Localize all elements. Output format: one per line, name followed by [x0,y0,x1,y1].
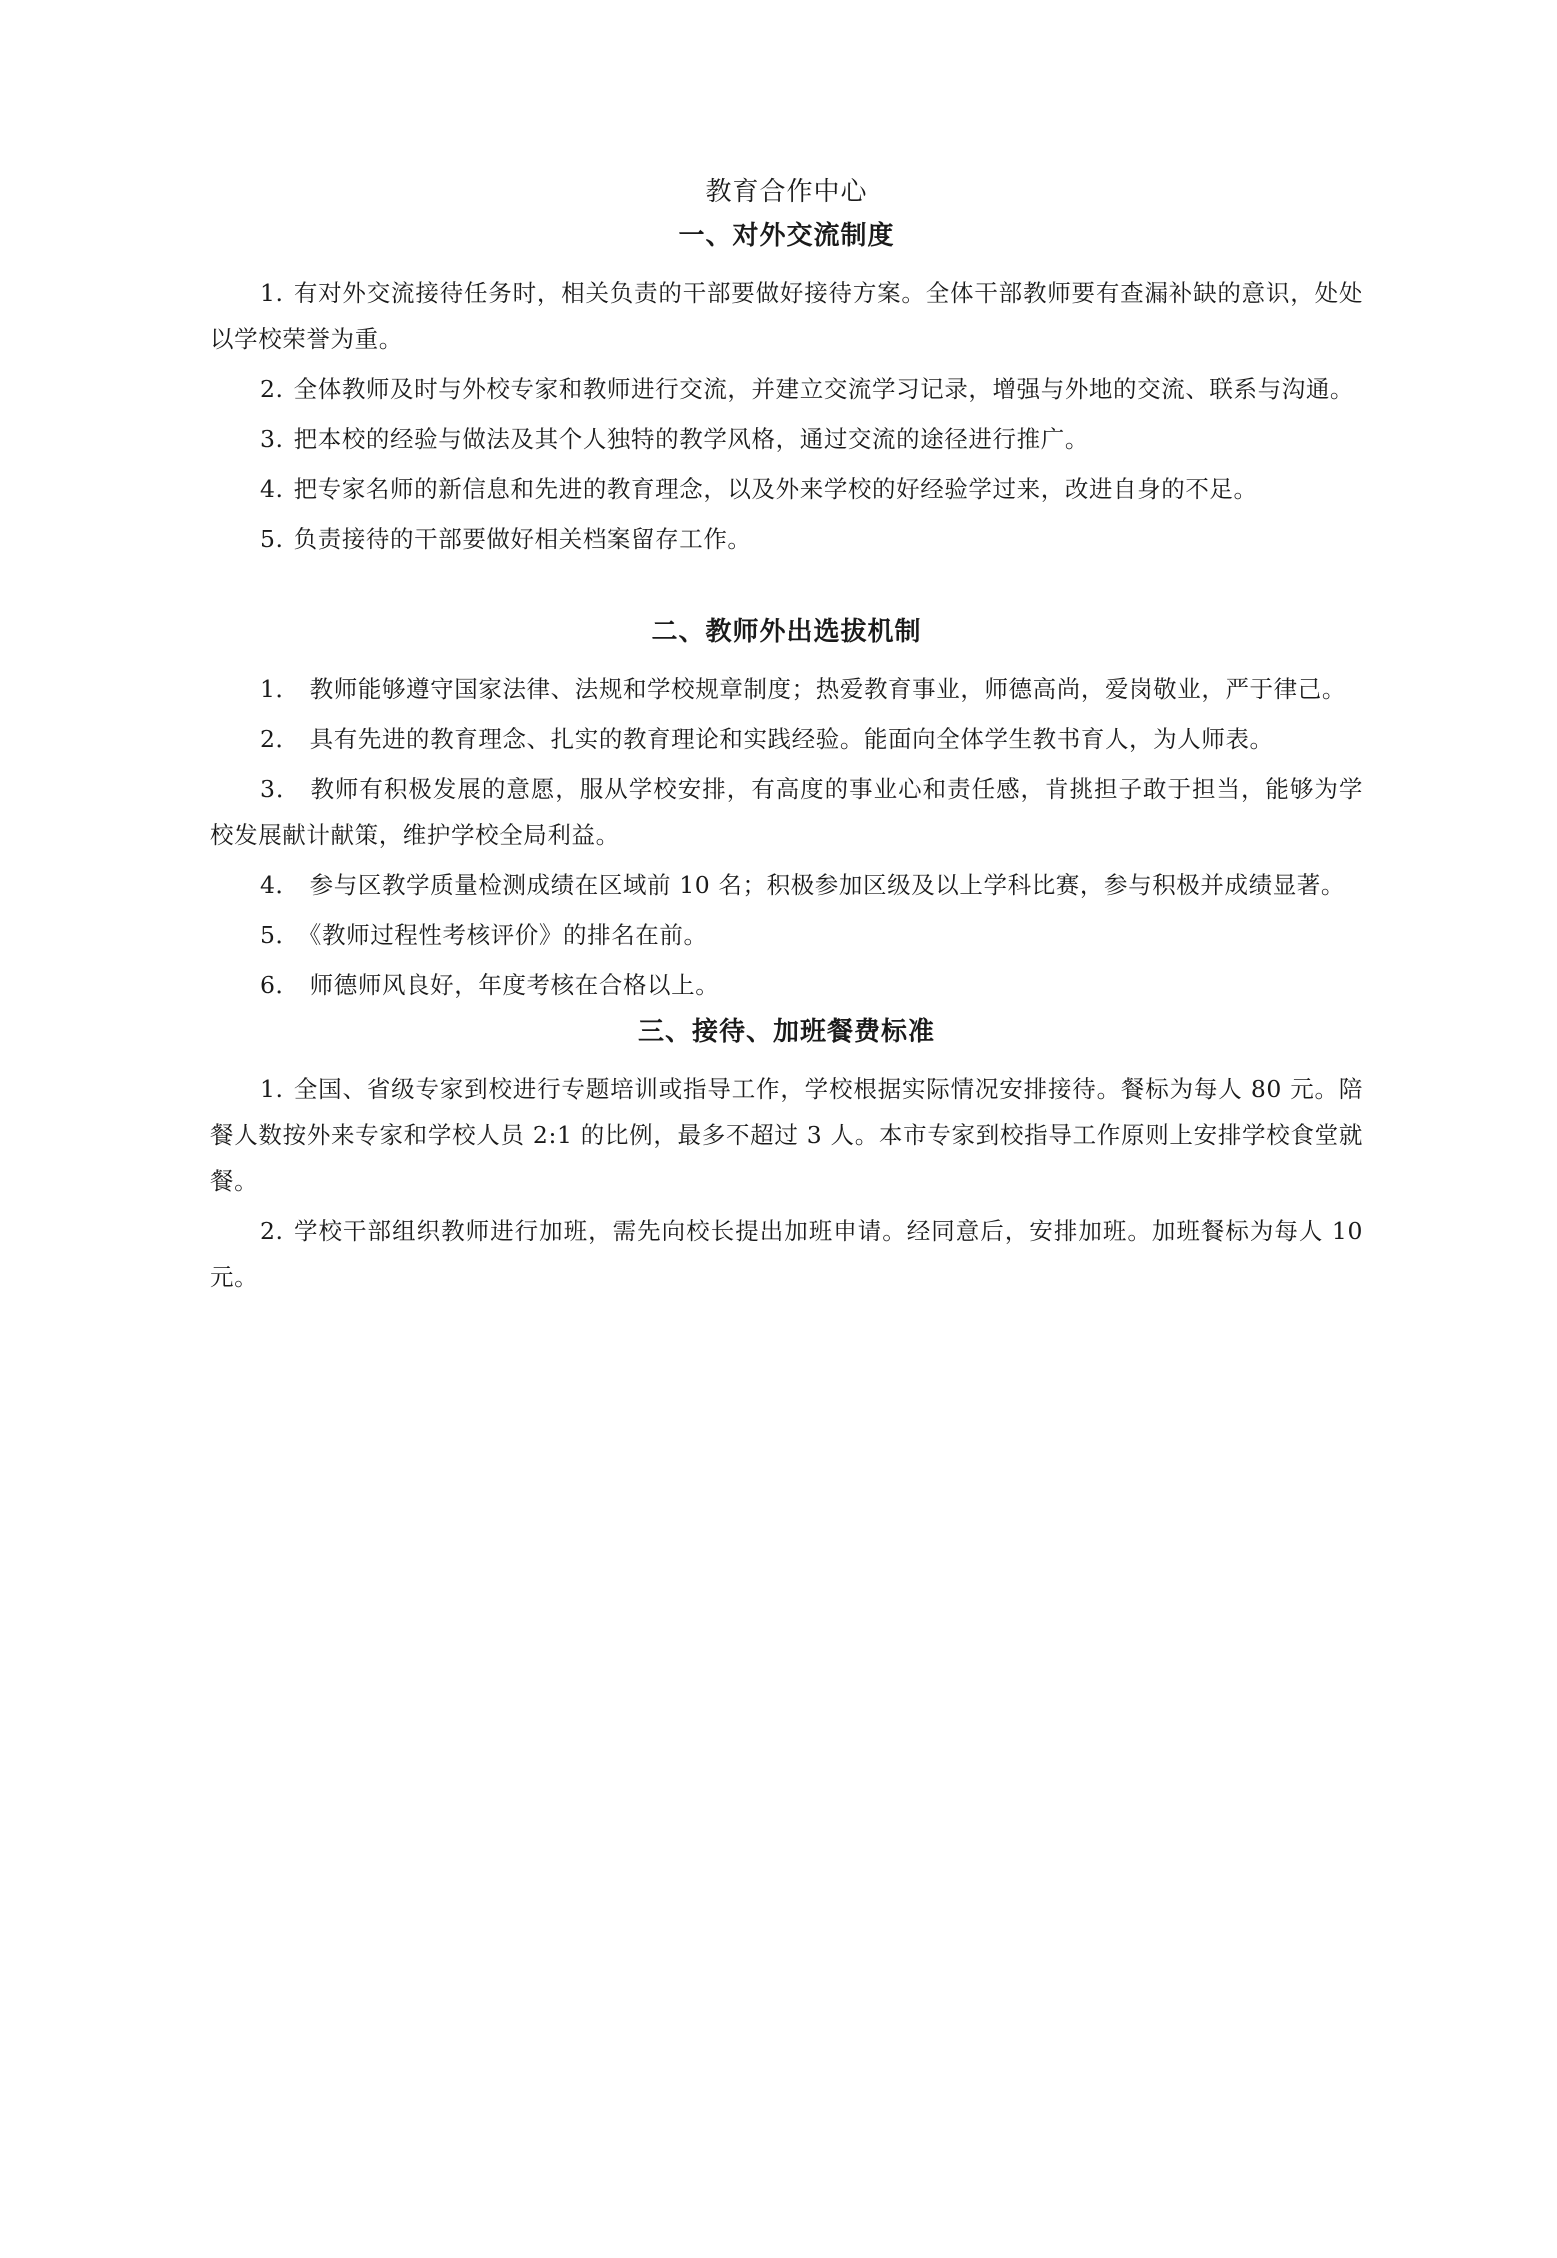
item-text: 《教师过程性考核评价》的排名在前。 [309,921,708,949]
section-heading: 三、接待、加班餐费标准 [637,1017,935,1047]
list-item [210,1208,1363,1300]
item-text: 把本校的经验与做法及其个人独特的教学风格，通过交流的途径进行推广。 [293,425,1089,453]
item-number: 2． [260,725,300,753]
item-text: 教师能够遵守国家法律、法规和学校规章制度；热爱教育事业，师德高尚，爱岗敬业，严于律己。 [309,675,1346,703]
list-item [210,366,1363,412]
list-item [210,962,1363,1008]
item-number: 5. [260,525,284,553]
list-item [210,270,1363,362]
list-item [210,666,1363,712]
section-external-exchange [210,216,1363,562]
item-text: 全体教师及时与外校专家和教师进行交流，并建立交流学习记录，增强与外地的交流、联系与沟通。 [293,375,1355,403]
item-number: 2. [260,1217,284,1245]
list-item [210,912,1363,958]
item-text: 具有先进的教育理念、扎实的教育理论和实践经验。能面向全体学生教书育人，为人师表。 [309,725,1274,753]
list-item [210,416,1363,462]
item-text: 教师有积极发展的意愿，服从学校安排，有高度的事业心和责任感，肯挑担子敢于担当，能够为学校发展献计献策，维护学校全局利益。 [210,775,1363,849]
item-text: 负责接待的干部要做好相关档案留存工作。 [293,525,752,553]
item-text: 参与区教学质量检测成绩在区域前 10 名；积极参加区级及以上学科比赛，参与积极并成绩显著。 [309,871,1345,899]
section-heading: 二、教师外出选拔机制 [651,617,922,647]
section-teacher-selection [210,612,1363,1008]
list-item [210,716,1363,762]
item-number: 6． [260,971,300,999]
document-title: 教育合作中心 [705,177,868,207]
item-text: 师德师风良好，年度考核在合格以上。 [309,971,720,999]
item-text: 全国、省级专家到校进行专题培训或指导工作，学校根据实际情况安排接待。餐标为每人 80 元。陪餐人数按外来专家和学校人员 2:1 的比例，最多不超过 3 人。本市专家到校指导工作原则上安排学校食堂就餐。 [210,1075,1363,1195]
item-number: 2. [260,375,284,403]
item-number: 3． [260,775,301,803]
list-item [210,466,1363,512]
item-number: 4． [260,871,300,899]
item-number: 4. [260,475,284,503]
item-number: 1． [260,675,300,703]
list-item [210,862,1363,908]
item-text: 学校干部组织教师进行加班，需先向校长提出加班申请。经同意后，安排加班。加班餐标为每人 10 元。 [210,1217,1363,1291]
item-text: 有对外交流接待任务时，相关负责的干部要做好接待方案。全体干部教师要有查漏补缺的意识，处处以学校荣誉为重。 [210,279,1363,353]
list-item [210,766,1363,858]
item-number: 5． [260,921,300,949]
list-item [210,516,1363,562]
item-number: 1. [260,279,284,307]
item-number: 1. [260,1075,284,1103]
list-item [210,1066,1363,1204]
item-number: 3. [260,425,284,453]
section-heading: 一、对外交流制度 [678,221,895,251]
item-text: 把专家名师的新信息和先进的教育理念，以及外来学校的好经验学过来，改进自身的不足。 [293,475,1258,503]
section-meal-standards [210,1012,1363,1300]
